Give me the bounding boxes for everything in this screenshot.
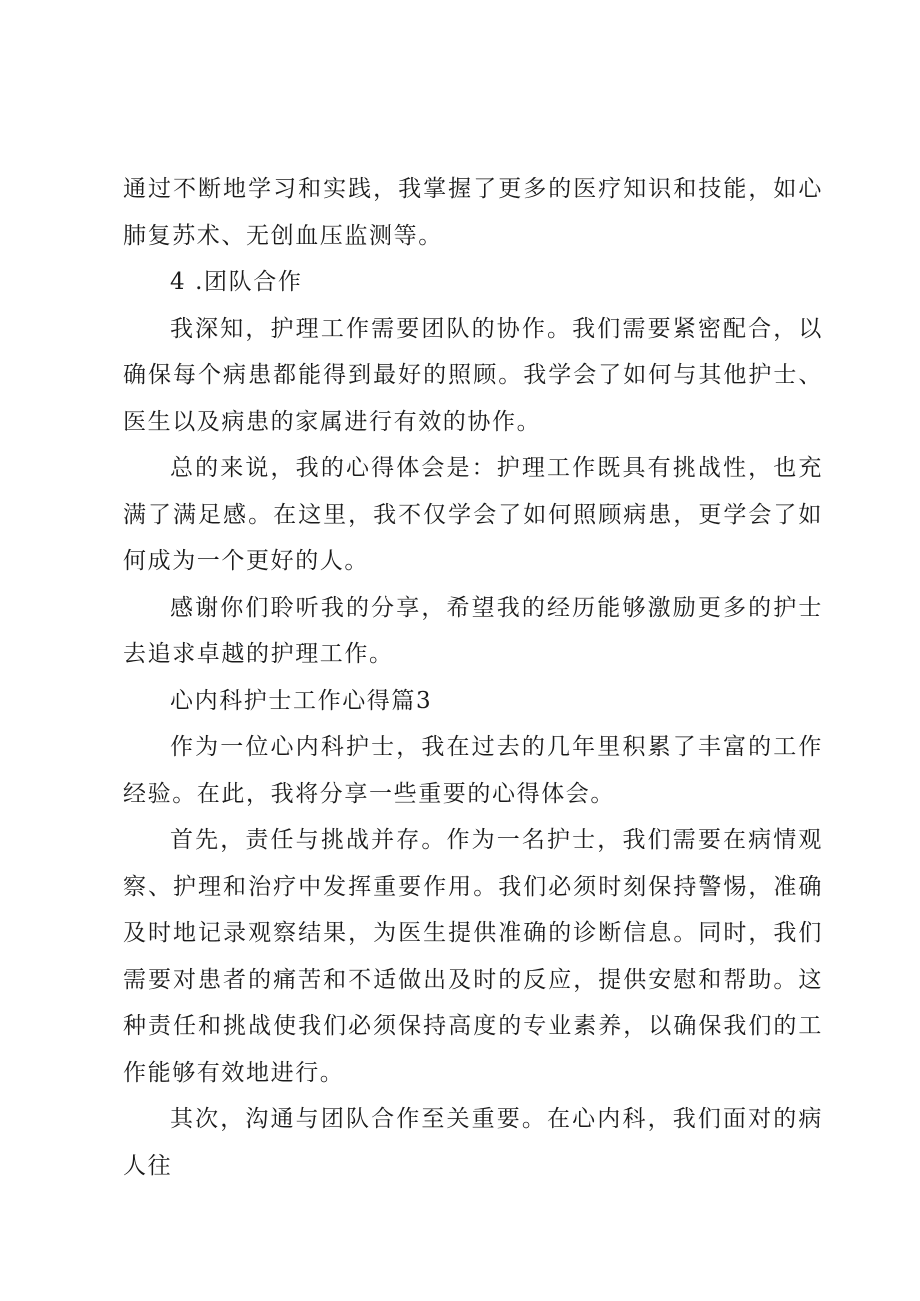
document-body (123, 166, 823, 1189)
section-heading-teamwork: 4 .团队合作 (170, 269, 303, 295)
paragraph-summary: 总的来说，我的心得体会是：护理工作既具有挑战性，也充满了满足感。在这里，我不仅学会了如何照顾病患，更学会了如何成为一个更好的人。 (123, 455, 823, 574)
paragraph-communication: 其次，沟通与团队合作至关重要。在心内科，我们面对的病人往 (123, 1106, 823, 1179)
article-title: 心内科护士工作心得篇3 (170, 687, 433, 714)
paragraph-intro: 作为一位心内科护士，我在过去的几年里积累了丰富的工作经验。在此，我将分享一些重要的心得体会。 (123, 734, 823, 807)
paragraph-teamwork: 我深知，护理工作需要团队的协作。我们需要紧密配合，以确保每个病患都能得到最好的照顾。我学会了如何与其他护士、医生以及病患的家属进行有效的协作。 (123, 315, 823, 435)
paragraph-continuation: 通过不断地学习和实践，我掌握了更多的医疗知识和技能，如心肺复苏术、无创血压监测等。 (123, 176, 823, 249)
paragraph-thanks: 感谢你们聆听我的分享，希望我的经历能够激励更多的护士去追求卓越的护理工作。 (123, 594, 823, 667)
paragraph-responsibility: 首先，责任与挑战并存。作为一名护士，我们需要在病情观察、护理和治疗中发挥重要作用。我们必须时刻保持警惕，准确及时地记录观察结果，为医生提供准确的诊断信息。同时，我们需要对患者的痛苦和不适做出及时的反应，提供安慰和帮助。这种责任和挑战使我们必须保持高度的专业素养，以确保我们的工作能够有效地进行。 (123, 827, 823, 1086)
